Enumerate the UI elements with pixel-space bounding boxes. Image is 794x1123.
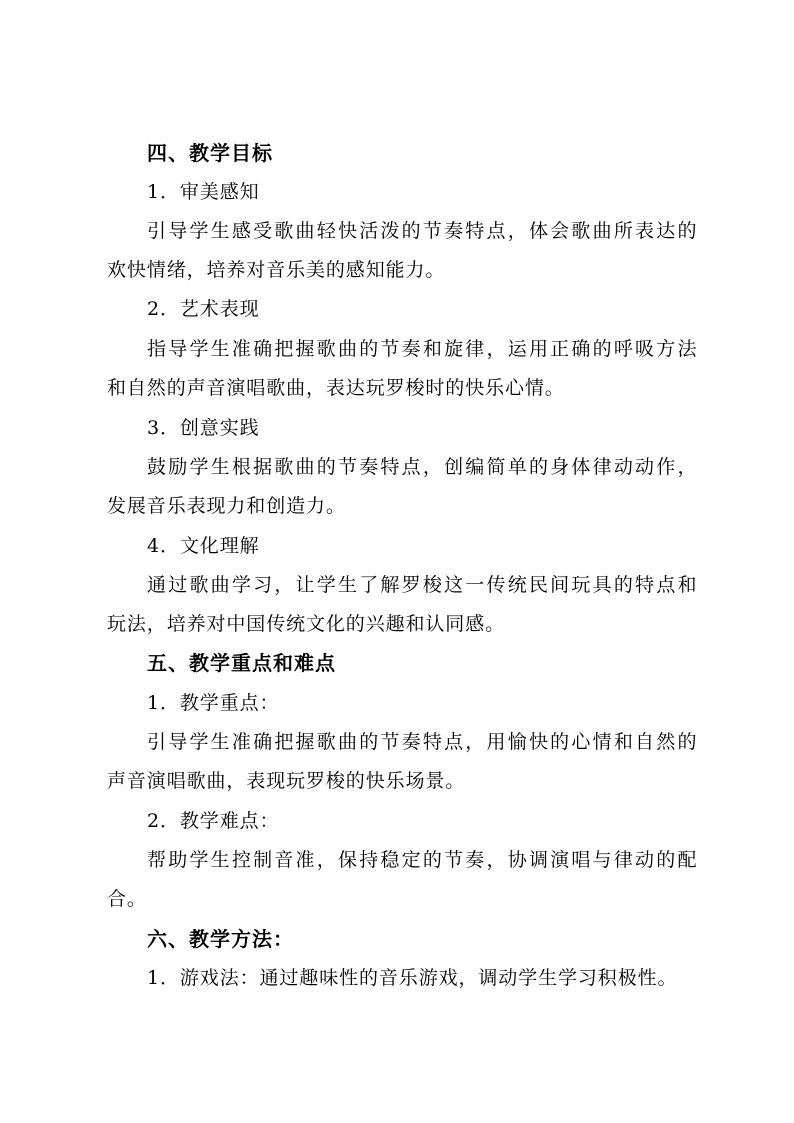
section-heading-objectives: 四、教学目标	[147, 141, 273, 165]
paragraph-line: 鼓励学生根据歌曲的节奏特点，创编简单的身体律动动作，	[147, 456, 697, 478]
paragraph-line: 引导学生感受歌曲轻快活泼的节奏特点，体会歌曲所表达的	[147, 220, 697, 242]
section-heading-methods: 六、教学方法：	[147, 927, 294, 951]
paragraph-line: 玩法，培养对中国传统文化的兴趣和认同感。	[107, 613, 506, 635]
section-heading-key-points: 五、教学重点和难点	[147, 651, 336, 675]
method-item: 1．游戏法：通过趣味性的音乐游戏，调动学生学习积极性。	[147, 967, 678, 989]
item-title-difficulty: 2．教学难点：	[147, 810, 280, 832]
item-title-key-point: 1．教学重点：	[147, 692, 280, 714]
paragraph-line: 声音演唱歌曲，表现玩罗梭的快乐场景。	[107, 770, 466, 792]
item-title-artistic: 2．艺术表现	[147, 298, 260, 320]
paragraph-line: 通过歌曲学习，让学生了解罗梭这一传统民间玩具的特点和	[147, 574, 697, 596]
paragraph-line: 帮助学生控制音准，保持稳定的节奏，协调演唱与律动的配	[147, 849, 697, 871]
paragraph-line: 和自然的声音演唱歌曲，表达玩罗梭时的快乐心情。	[107, 377, 565, 399]
item-title-aesthetic: 1．审美感知	[147, 181, 260, 203]
paragraph-line: 发展音乐表现力和创造力。	[107, 495, 346, 517]
paragraph-line: 引导学生准确把握歌曲的节奏特点，用愉快的心情和自然的	[147, 731, 697, 753]
paragraph-line: 欢快情绪，培养对音乐美的感知能力。	[107, 259, 446, 281]
paragraph-line: 指导学生准确把握歌曲的节奏和旋律，运用正确的呼吸方法	[147, 338, 697, 360]
item-title-creative: 3．创意实践	[147, 417, 260, 439]
paragraph-line: 合。	[107, 888, 147, 910]
item-title-culture: 4．文化理解	[147, 535, 260, 557]
